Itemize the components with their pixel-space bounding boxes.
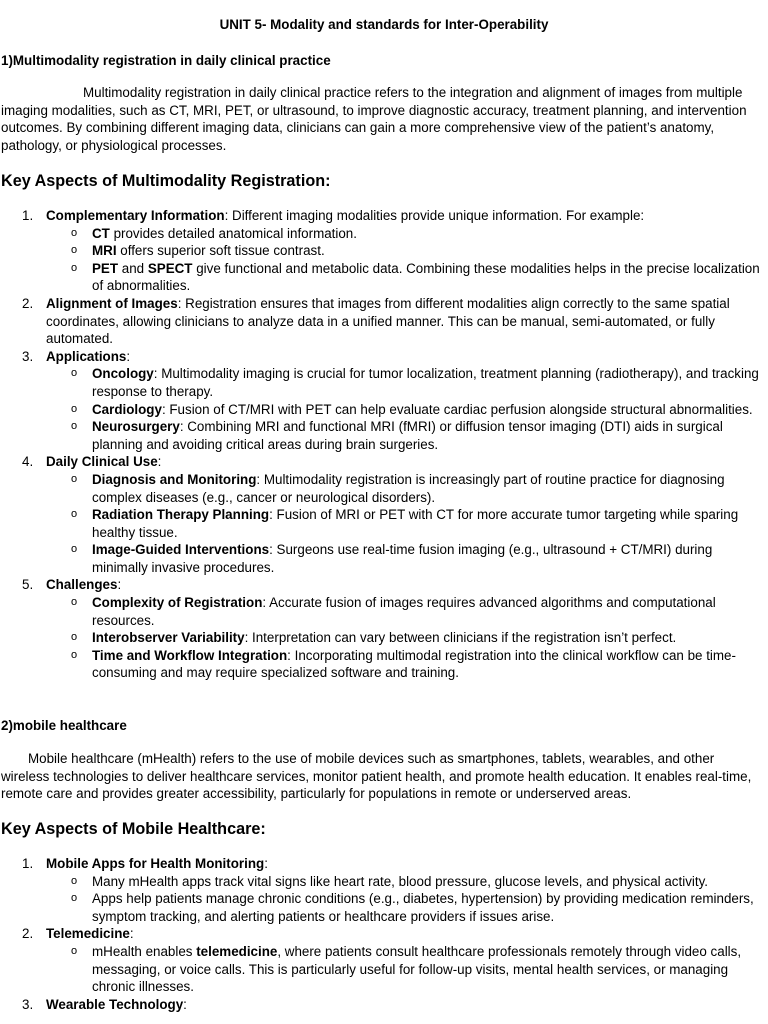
- sub-list: [46, 943, 766, 996]
- item-text: : Registration ensures that images from different modalities align correctly to the same spatial coordinates, allowing clinicians to analyze data in a unified manner. This can be manual, semi-automated, or fully automated.: [46, 295, 730, 347]
- item-number: 4.: [22, 454, 34, 470]
- item-text: :: [157, 454, 162, 470]
- sub-item-title: PET: [92, 260, 119, 276]
- sub-list-item: [0, 873, 766, 891]
- bullet-icon: o: [71, 367, 78, 380]
- item-title: Mobile Apps for Health Monitoring: [46, 856, 265, 871]
- sub-item-title: telemedicine: [196, 943, 278, 959]
- bullet-icon: o: [71, 892, 78, 905]
- section-2-heading: 2)mobile healthcare: [1, 718, 127, 733]
- item-text: : Different imaging modalities provide unique information. For example:: [224, 208, 645, 223]
- sub-item-joiner: and: [118, 260, 148, 276]
- sub-list-item: [0, 225, 766, 243]
- sub-item-title: Complexity of Registration: [92, 595, 263, 611]
- sub-item-text: : Fusion of CT/MRI with PET can help evaluate cardiac perfusion alongside structural abnormalities.: [161, 401, 753, 417]
- sub-item-text: : Fusion of MRI or PET with CT for more accurate tumor targeting while sparing healthy tissue.: [92, 507, 739, 540]
- sub-list-item: [0, 365, 766, 400]
- sub-list-item: [0, 890, 766, 925]
- list-item: [0, 925, 766, 995]
- list-item: [0, 295, 766, 348]
- item-title: Daily Clinical Use: [46, 454, 158, 470]
- sub-item-title: SPECT: [147, 260, 193, 276]
- sub-item-text: : Multimodality imaging is crucial for tumor localization, treatment planning (radiotherapy), and tracking response to therapy.: [92, 366, 759, 399]
- item-title: Challenges: [46, 577, 118, 593]
- sub-list-item: [0, 401, 766, 419]
- sub-item-text: : Interpretation can vary between clinicians if the registration isn’t perfect.: [244, 630, 677, 646]
- sub-item-text: , where patients consult healthcare professionals remotely through video calls, messaging, or voice calls. This is particularly useful for follow-up visits, mental health services, or managing chronic illnesses.: [92, 943, 742, 995]
- section-1-heading: 1)Multimodality registration in daily clinical practice: [1, 53, 331, 68]
- sub-list: [46, 471, 766, 577]
- sub-list-item: [0, 647, 766, 682]
- sub-item-title: Oncology: [92, 366, 154, 382]
- bullet-icon: o: [71, 261, 78, 274]
- sub-list-item: [0, 242, 766, 260]
- item-text: :: [117, 577, 122, 593]
- sub-item-title: MRI: [92, 243, 117, 259]
- bullet-icon: o: [71, 472, 78, 485]
- sub-item-text: : Multimodality registration is increasingly part of routine practice for diagnosing complex diseases (e.g., cancer or neurological disorders).: [92, 471, 725, 505]
- item-number: 1.: [22, 856, 34, 871]
- bullet-icon: o: [71, 874, 78, 887]
- sub-list-item: [0, 506, 766, 541]
- sub-list-item: [0, 471, 766, 506]
- sub-list-item: [0, 541, 766, 576]
- bullet-icon: o: [71, 402, 78, 415]
- section-1-key-heading: Key Aspects of Multimodality Registration:: [1, 172, 331, 190]
- item-title: Applications: [46, 348, 127, 364]
- sub-item-text: Apps help patients manage chronic conditions (e.g., diabetes, hypertension) by providing medication reminders, symptom tracking, and alerting patients or healthcare providers if issues arise.: [92, 891, 754, 924]
- sub-item-title: Neurosurgery: [92, 419, 180, 435]
- sub-item-text: : Surgeons use real-time fusion imaging (e.g., ultrasound + CT/MRI) during minimally invasive procedures.: [92, 542, 713, 575]
- item-text: :: [264, 856, 268, 871]
- sub-item-text: : Combining MRI and functional MRI (fMRI) or diffusion tensor imaging (DTI) aids in surgical planning and avoiding critical areas during brain surgeries.: [92, 419, 723, 452]
- section-2-key-heading: Key Aspects of Mobile Healthcare:: [1, 820, 266, 838]
- sub-item-title: Time and Workflow Integration: [92, 647, 288, 663]
- sub-item-text: Many mHealth apps track vital signs like heart rate, blood pressure, glucose levels, and physical activity.: [92, 873, 709, 889]
- sub-item-text: : Accurate fusion of images requires advanced algorithms and computational resources.: [92, 595, 716, 628]
- sub-item-text: mHealth enables: [92, 943, 197, 959]
- sub-list-item: [0, 418, 766, 453]
- item-number: 3.: [22, 348, 34, 364]
- item-number: 2.: [22, 295, 34, 311]
- document-title: UNIT 5- Modality and standards for Inter-Operability: [219, 17, 549, 32]
- sub-list: [46, 873, 766, 926]
- bullet-icon: o: [71, 226, 78, 239]
- sub-list: [46, 225, 766, 295]
- sub-list-item: [0, 594, 766, 629]
- sub-item-text: provides detailed anatomical information.: [109, 225, 357, 241]
- sub-item-title: Cardiology: [92, 401, 162, 417]
- list-item: [0, 996, 766, 1014]
- sub-item-title: Diagnosis and Monitoring: [92, 471, 257, 487]
- list-item: [0, 453, 766, 576]
- section-1-intro: Multimodality registration in daily clinical practice refers to the integration and alignment of images from multiple imaging modalities, such as CT, MRI, PET, or ultrasound, to improve diagnostic accuracy, treatment planning, and intervention outcomes. By combining different imaging data, clinicians can gain a more comprehensive view of the patient’s anatomy, pathology, or physiological processes.: [1, 85, 747, 153]
- item-title: Complementary Information: [46, 208, 225, 223]
- item-text: :: [183, 996, 187, 1012]
- item-title: Wearable Technology: [46, 996, 184, 1012]
- item-text: :: [126, 348, 131, 364]
- sub-item-title: Radiation Therapy Planning: [92, 507, 270, 523]
- bullet-icon: o: [71, 508, 78, 521]
- item-title: Alignment of Images: [46, 295, 178, 311]
- item-number: 1.: [22, 208, 34, 223]
- sub-list-item: [0, 943, 766, 996]
- bullet-icon: o: [71, 631, 78, 644]
- sub-item-text: offers superior soft tissue contrast.: [116, 243, 325, 259]
- item-text: :: [129, 926, 134, 942]
- item-number: 3.: [22, 996, 34, 1012]
- section-1-list: [0, 207, 766, 682]
- sub-list-item: [0, 260, 766, 295]
- bullet-icon: o: [71, 543, 78, 556]
- sub-item-text: give functional and metabolic data. Combining these modalities helps in the precise localization of abnormalities.: [92, 260, 760, 294]
- item-title: Telemedicine: [46, 926, 130, 942]
- sub-list: [46, 594, 766, 682]
- item-number: 2.: [22, 926, 34, 942]
- list-item: [0, 207, 766, 295]
- section-2-list: [0, 855, 766, 1013]
- list-item: [0, 348, 766, 454]
- sub-item-text: : Incorporating multimodal registration into the clinical workflow can be time-consuming and may require specialized software and training.: [92, 647, 736, 681]
- bullet-icon: o: [71, 648, 78, 661]
- sub-list: [46, 365, 766, 453]
- bullet-icon: o: [71, 596, 78, 609]
- sub-item-title: Image-Guided Interventions: [92, 542, 270, 558]
- sub-item-title: Interobserver Variability: [92, 630, 245, 646]
- section-2-intro: Mobile healthcare (mHealth) refers to the use of mobile devices such as smartphones, tablets, wearables, and other wireless technologies to deliver healthcare services, monitor patient health, and promote health education. It enables real-time, remote care and provides greater accessibility, particularly for populations in remote or underserved areas.: [1, 751, 752, 802]
- list-item: [0, 576, 766, 682]
- item-number: 5.: [22, 577, 34, 593]
- bullet-icon: o: [71, 420, 78, 433]
- sub-list-item: [0, 629, 766, 647]
- sub-item-title: CT: [92, 225, 110, 241]
- bullet-icon: o: [71, 944, 78, 957]
- list-item: [0, 855, 766, 925]
- bullet-icon: o: [71, 244, 78, 257]
